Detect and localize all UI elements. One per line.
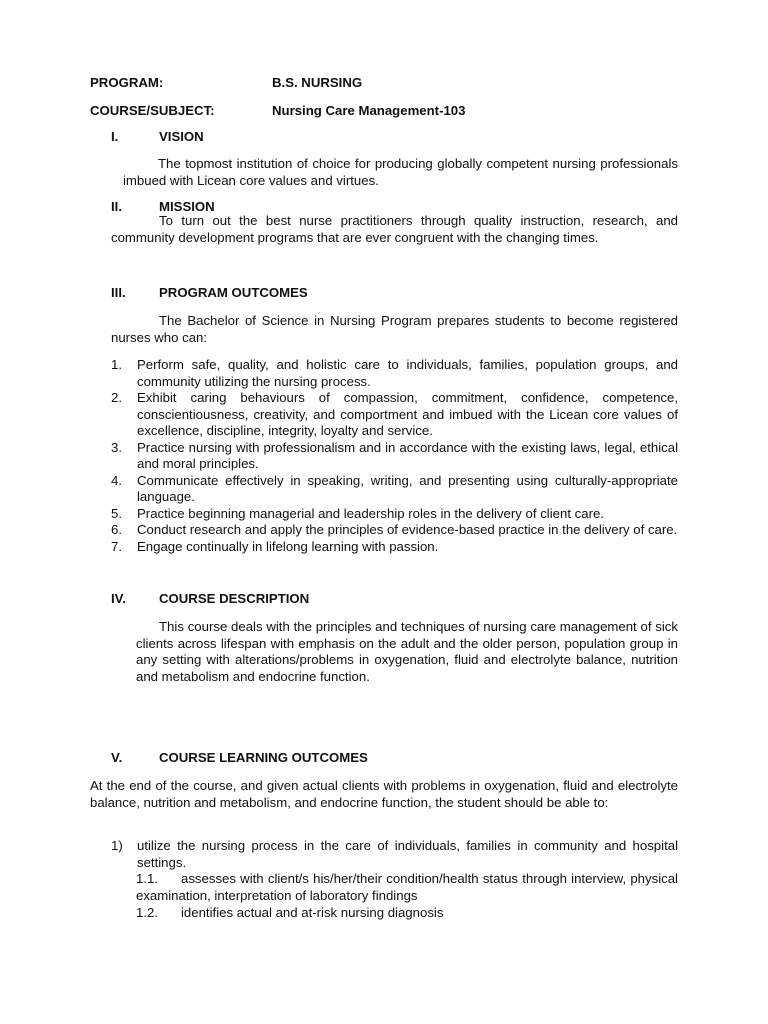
- learning-outcomes-title: COURSE LEARNING OUTCOMES: [159, 750, 368, 765]
- program-value: B.S. NURSING: [272, 75, 363, 90]
- list-item: 1. Perform safe, quality, and holistic care to individuals, families, population groups, and community utilizing the nursing process.: [111, 357, 678, 389]
- list-item: 4. Communicate effectively in speaking, writing, and presenting using culturally-appropriate language.: [111, 472, 678, 504]
- course-description-number: IV.: [111, 591, 126, 606]
- mission-text: To turn out the best nurse practitioners through quality instruction, research, and community development programs that are ever congruent with the changing times.: [111, 213, 678, 245]
- list-item: 3. Practice nursing with professionalism and in accordance with the existing laws, legal, ethical and moral principles.: [111, 439, 678, 471]
- mission-number: II.: [111, 199, 122, 214]
- course-label: COURSE/SUBJECT:: [90, 103, 215, 118]
- program-outcomes-intro: The Bachelor of Science in Nursing Program prepares students to become registered nurses who can:: [111, 313, 678, 345]
- list-item: 2. Exhibit caring behaviours of compassion, commitment, confidence, competence, conscientiousness, creativity, and comportment and imbued with the Licean core values of excellence, discipline, integrity, loyalty and service.: [111, 390, 678, 438]
- program-outcomes-list: [111, 357, 678, 555]
- course-row: [90, 103, 466, 118]
- course-description-title: COURSE DESCRIPTION: [159, 591, 310, 606]
- vision-text: The topmost institution of choice for producing globally competent nursing professionals imbued with Licean core values and virtues.: [123, 156, 678, 188]
- program-outcomes-title: PROGRAM OUTCOMES: [159, 285, 308, 300]
- course-value: Nursing Care Management-103: [272, 103, 466, 118]
- list-item: 5. Practice beginning managerial and leadership roles in the delivery of client care.: [111, 505, 604, 521]
- learning-outcomes-list: [111, 838, 678, 871]
- list-item: 7. Engage continually in lifelong learning with passion.: [111, 538, 439, 554]
- course-description-text: This course deals with the principles and techniques of nursing care management of sick clients across lifespan with emphasis on the adult and the older person, population group in any setting with alterations/problems in oxygenation, fluid and electrolyte balance, nutrition and metabolism and endocrine function.: [136, 619, 678, 684]
- learning-outcomes-number: V.: [111, 750, 123, 765]
- list-item: 1) utilize the nursing process in the care of individuals, families in community and hospital settings.: [111, 838, 678, 870]
- vision-title: VISION: [159, 129, 204, 144]
- program-label: PROGRAM:: [90, 75, 164, 90]
- program-row: [90, 75, 363, 90]
- sub-item-1-1: 1.1. assesses with client/s his/her/their condition/health status through interview, physical examination, interpretation of laboratory findings: [136, 871, 678, 903]
- learning-outcomes-intro: At the end of the course, and given actual clients with problems in oxygenation, fluid and electrolyte balance, nutrition and metabolism, and endocrine function, the student should be able to:: [90, 778, 678, 810]
- mission-title: MISSION: [159, 199, 215, 214]
- vision-number: I.: [111, 129, 119, 144]
- list-item: 6. Conduct research and apply the principles of evidence-based practice in the delivery of care.: [111, 522, 678, 537]
- sub-item-1-2: 1.2. identifies actual and at-risk nursing diagnosis: [136, 905, 444, 920]
- program-outcomes-number: III.: [111, 285, 126, 300]
